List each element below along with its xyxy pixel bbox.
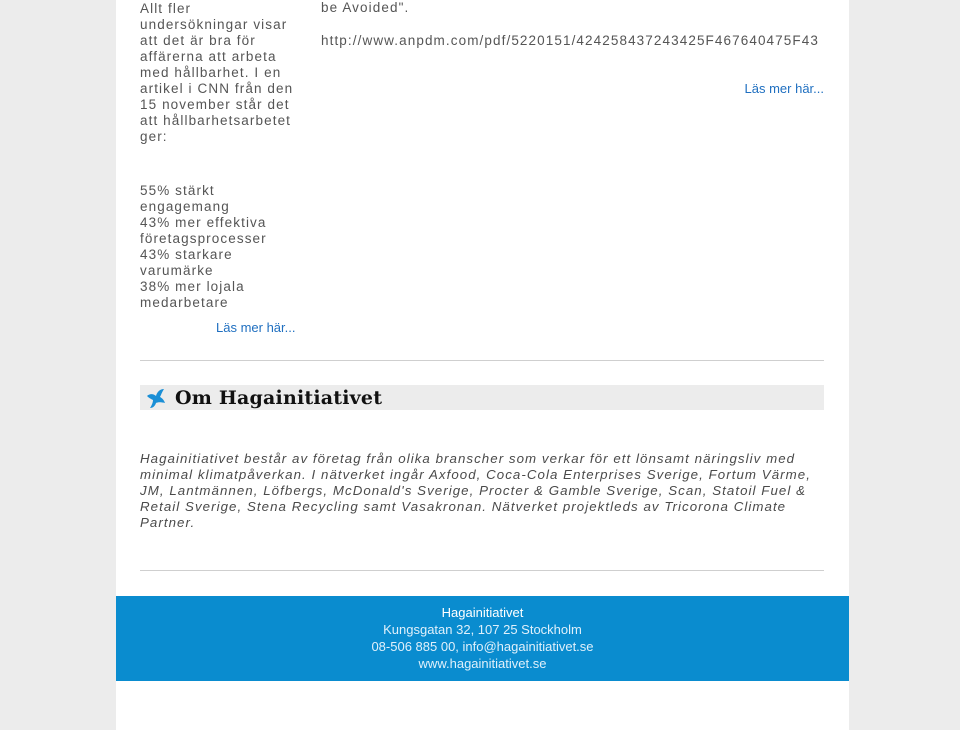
read-more-link-right[interactable]: Läs mer här... bbox=[744, 81, 824, 96]
footer-address: Kungsgatan 32, 107 25 Stockholm bbox=[383, 622, 582, 637]
right-column bbox=[321, 0, 826, 49]
stat-item: 55% stärkt engagemang bbox=[140, 183, 230, 214]
footer-website[interactable]: www.hagainitiativet.se bbox=[418, 656, 547, 671]
divider bbox=[140, 360, 824, 361]
source-url[interactable]: http://www.anpdm.com/pdf/5220151/424258437243425F467640475F43 bbox=[321, 33, 819, 48]
stat-item: 43% mer effektiva företagsprocesser bbox=[140, 215, 267, 246]
footer bbox=[116, 596, 849, 681]
read-more-link-left[interactable]: Läs mer här... bbox=[216, 320, 296, 335]
newsletter-page bbox=[116, 0, 849, 730]
bird-icon bbox=[145, 387, 167, 409]
intro-text: Allt fler undersökningar visar att det är bra för affärerna att arbeta med hållbarhet. I en artikel i CNN från den 15 november står det att hållbarhetsarbetet ger: bbox=[140, 1, 294, 144]
stats-list bbox=[140, 183, 300, 311]
footer-contact[interactable]: 08-506 885 00, info@hagainitiativet.se bbox=[371, 639, 594, 654]
divider bbox=[140, 570, 824, 571]
stat-item: 43% starkare varumärke bbox=[140, 247, 233, 278]
about-section-header bbox=[140, 385, 824, 410]
left-column bbox=[140, 1, 300, 311]
footer-org-name: Hagainitiativet bbox=[441, 605, 524, 620]
quote-end-text: be Avoided". bbox=[321, 0, 410, 15]
stat-item: 38% mer lojala medarbetare bbox=[140, 279, 245, 310]
about-text: Hagainitiativet består av företag från olika branscher som verkar för ett lönsamt näringsliv med minimal klimatpåverkan. I nätverket ingår Axfood, Coca-Cola Enterprises Sverige, Fortum Värme, JM, Lantmännen, Löfbergs, McDonald's Sverige, Procter & Gamble Sverige, Scan, Statoil Fuel & Retail Sverige, Stena Recycling samt Vasakronan. Nätverket projektleds av Tricorona Climate Partner. bbox=[140, 451, 811, 530]
about-heading: Om Hagainitiativet bbox=[175, 386, 383, 409]
